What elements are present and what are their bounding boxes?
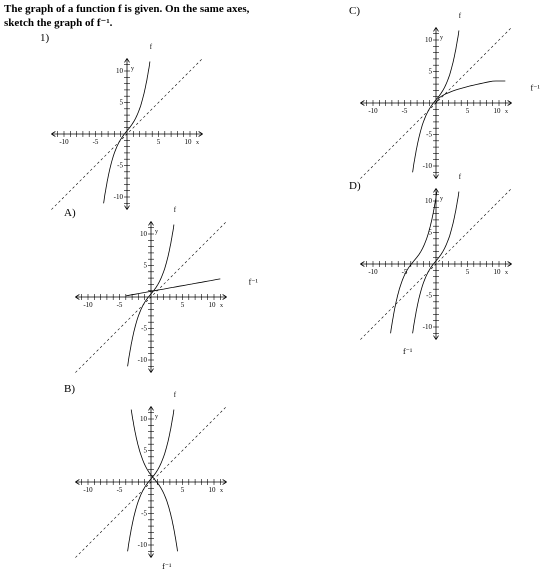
f-inverse-label: f⁻¹ [403, 347, 413, 357]
option-a-label: A) [64, 207, 76, 219]
y-tick-label-neg5: -5 [117, 161, 123, 170]
y-tick-label-pos10: 10 [425, 197, 432, 205]
y-tick-label-pos10: 10 [140, 230, 147, 238]
x-axis-label: x [220, 303, 223, 309]
y-axis-label: y [440, 196, 443, 202]
y-tick-label-pos5: 5 [143, 446, 147, 455]
y-tick-label-pos5: 5 [119, 98, 123, 107]
y-tick-label-neg5: -5 [426, 130, 432, 139]
f-label: f [173, 205, 177, 214]
y-axis-label: y [155, 229, 158, 235]
f-inverse-label: f⁻¹ [162, 562, 172, 572]
x-tick-label-neg5: -5 [401, 268, 408, 276]
x-tick-label-pos10: 10 [184, 138, 192, 146]
y-tick-label-pos10: 10 [140, 415, 147, 423]
y-tick-label-neg5: -5 [426, 291, 432, 300]
f-label: f [173, 390, 177, 399]
y-tick-label-pos10: 10 [116, 67, 123, 75]
f-inverse-label: f⁻¹ [248, 277, 258, 287]
x-tick-label-neg5: -5 [116, 301, 123, 309]
y-axis-label: y [440, 35, 443, 41]
x-axis-label: x [505, 270, 508, 276]
x-tick-label-pos10: 10 [208, 301, 216, 309]
y-tick-label-neg5: -5 [141, 324, 147, 333]
y-axis-label: y [155, 414, 158, 420]
f-label: f [458, 11, 462, 20]
x-tick-label-neg10: -10 [83, 301, 93, 309]
y-axis-label: y [131, 66, 134, 72]
f-label: f [149, 42, 153, 51]
x-tick-label-neg10: -10 [368, 107, 378, 115]
x-tick-label-pos10: 10 [493, 107, 501, 115]
x-axis-label: x [220, 488, 223, 494]
y-tick-label-neg10: -10 [422, 162, 432, 170]
x-tick-label-neg10: -10 [59, 138, 69, 146]
y-tick-label-pos5: 5 [428, 67, 432, 76]
x-tick-label-neg10: -10 [83, 486, 93, 494]
y-tick-label-neg5: -5 [141, 509, 147, 518]
y-tick-label-neg10: -10 [137, 541, 147, 549]
x-tick-label-neg10: -10 [368, 268, 378, 276]
x-tick-label-pos5: 5 [180, 486, 185, 494]
x-tick-label-pos5: 5 [465, 268, 470, 276]
x-tick-label-pos5: 5 [180, 301, 185, 309]
f-inverse-label: f⁻¹ [530, 83, 540, 93]
question-text-line2: sketch the graph of f⁻¹. [4, 17, 113, 29]
x-tick-label-pos10: 10 [208, 486, 216, 494]
x-tick-label-neg5: -5 [401, 107, 408, 115]
x-tick-label-pos5: 5 [156, 138, 161, 146]
f-label: f [458, 172, 462, 181]
x-tick-label-pos10: 10 [493, 268, 501, 276]
x-tick-label-neg5: -5 [116, 486, 123, 494]
x-axis-label: x [505, 109, 508, 115]
option-c-label: C) [349, 5, 360, 17]
y-tick-label-neg10: -10 [113, 193, 123, 201]
x-tick-label-pos5: 5 [465, 107, 470, 115]
x-axis-label: x [196, 140, 199, 146]
y-tick-label-pos5: 5 [428, 228, 432, 237]
y-tick-label-pos5: 5 [143, 261, 147, 270]
x-tick-label-neg5: -5 [92, 138, 99, 146]
option-d-label: D) [349, 180, 361, 192]
option-b-label: B) [64, 383, 75, 395]
question-text-line1: The graph of a function f is given. On the same axes, [4, 3, 250, 15]
y-tick-label-neg10: -10 [137, 356, 147, 364]
y-tick-label-neg10: -10 [422, 323, 432, 331]
question-number: 1) [40, 32, 50, 44]
y-tick-label-pos10: 10 [425, 36, 432, 44]
